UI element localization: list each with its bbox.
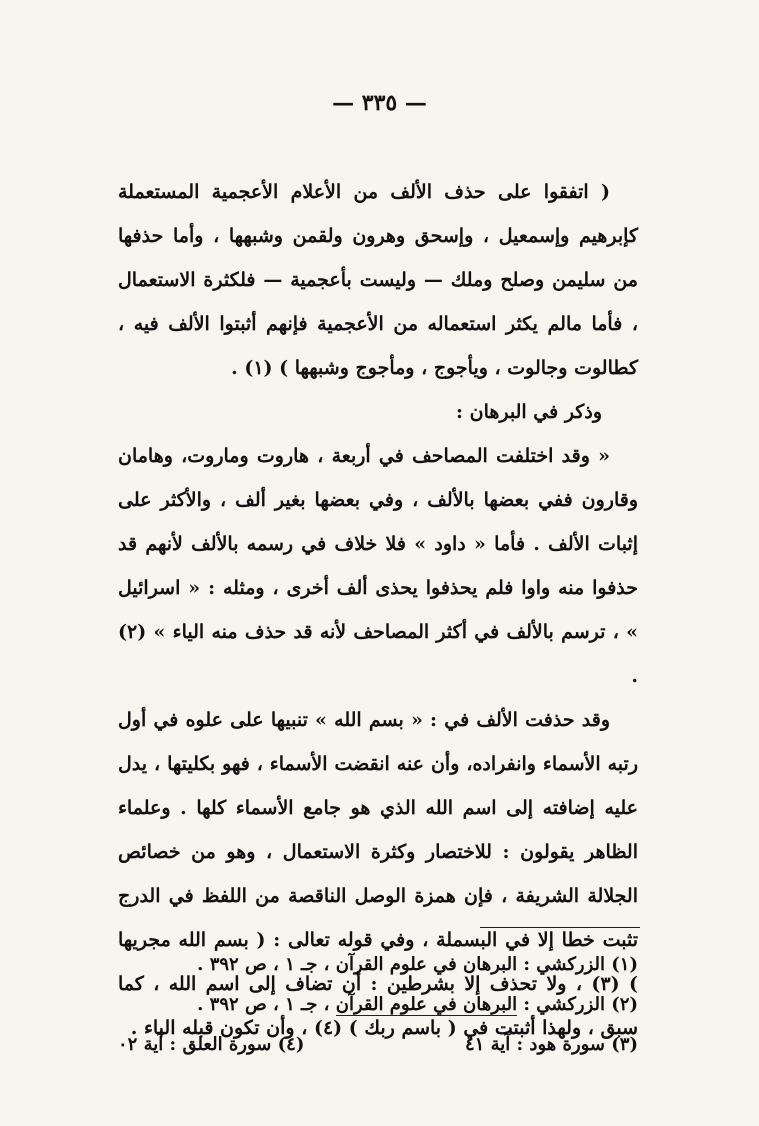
footnote-3-4-row xyxy=(118,1025,638,1065)
footnote-1-row xyxy=(118,945,638,985)
body-text xyxy=(118,170,638,1050)
footnotes xyxy=(118,945,638,1065)
page-number: — ٣٣٥ — xyxy=(332,90,427,116)
footnote-2-title: البرهان في علوم القرآن xyxy=(335,994,518,1015)
footnote-2-suffix: ، جـ ١ ، ص ٣٩٢ . xyxy=(197,994,336,1015)
footnote-2-prefix: (٢) الزركشي : xyxy=(517,994,638,1015)
footnote-4: (٤) سورة العلق : آية ٠٢ xyxy=(118,1034,305,1055)
paragraph-burhan-intro: وذكر في البرهان : xyxy=(456,401,602,423)
footnote-1: (١) الزركشي : البرهان في علوم القرآن ، جـ ١ ، ص ٣٩٢ . xyxy=(197,954,638,975)
paragraph-quote-foreign-names: ( اتفقوا على حذف الألف من الأعلام الأعجمية المستعملة كإبرهيم وإسمعيل ، وإسحق وهرون ولقمن وشبهها ، وأما حذفها من سليمن وصلح وملك — وليست بأعجمية — فلكثرة الاستعمال ، فأما مالم يكثر استعماله من الأعجمية فإنهم أثبتوا الألف فيه ، كطالوت وجالوت ، ويأجوج ، ومأجوج وشبهها ) (١) . xyxy=(118,181,638,379)
footnote-2-row xyxy=(118,985,638,1025)
footnote-2 xyxy=(197,985,638,1025)
paragraph-burhan-quote: « وقد اختلفت المصاحف في أربعة ، هاروت وماروت، وهامان وقارون ففي بعضها بالألف ، وفي بعضها بغير ألف ، والأكثر على إثبات الألف . فأما « داود » فلا خلاف في رسمه بالألف لأنهم قد حذفوا منه واوا فلم يحذفوا يحذى ألف أخرى ، ومثله : « اسرائيل » ، ترسم بالألف في أكثر المصاحف لأنه قد حذف منه الياء » (٢) . xyxy=(118,445,638,687)
footnote-separator xyxy=(480,927,640,928)
paragraph-basmala: وقد حذفت الألف في : « بسم الله » تنبيها على علوه في أول رتبه الأسماء وانفراده، وأن عنه انقضت الأسماء ، فهو بكليتها ، يدل عليه إضافته إلى اسم الله الذي هو جامع الأسماء كلها . وعلماء الظاهر يقولون : للاختصار وكثرة الاستعمال ، وهو من خصائص الجلالة الشريفة ، فإن همزة الوصل الناقصة من اللفظ في الدرج تثبت خطا إلا في البسملة ، وفي قوله تعالى : ( بسم الله مجريها ) (٣) ، ولا تحذف إلا بشرطين : أن تضاف إلى اسم الله ، كما سبق ، ولهذا أثبتت في ( باسم ربك ) (٤) ، وأن تكون قبله الباء . xyxy=(118,709,638,1039)
footnote-3: (٣) سورة هود : آية ٤١ xyxy=(464,1034,638,1055)
